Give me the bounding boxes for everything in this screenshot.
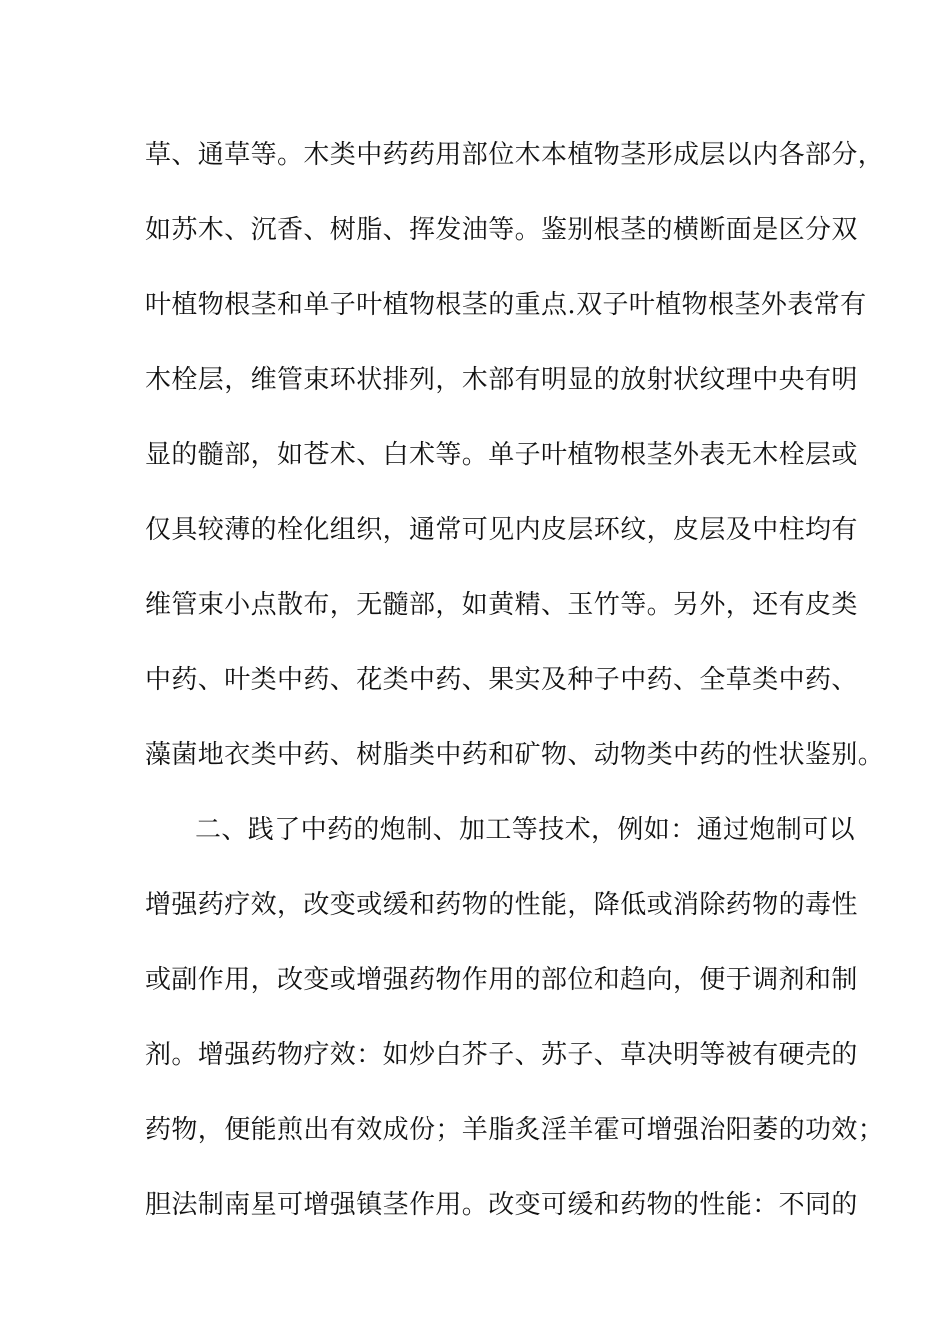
text-line: 叶植物根茎和单子叶植物根茎的重点.双子叶植物根茎外表常有 [145,290,867,320]
text-line: 二、践了中药的炮制、加工等技术，例如：通过炮制可以 [195,815,856,845]
text-line: 维管束小点散布，无髓部，如黄精、玉竹等。另外，还有皮类 [145,590,858,620]
text-line: 仅具较薄的栓化组织，通常可见内皮层环纹，皮层及中柱均有 [145,515,858,545]
paragraph-2 [145,793,885,1243]
text-line: 如苏木、沉香、树脂、挥发油等。鉴别根茎的横断面是区分双 [145,215,858,245]
text-line: 胆法制南星可增强镇茎作用。改变可缓和药物的性能：不同的 [145,1190,858,1220]
text-line: 显的髓部，如苍术、白术等。单子叶植物根茎外表无木栓层或 [145,440,858,470]
text-line: 草、通草等。木类中药药用部位木本植物茎形成层以内各部分， [145,140,885,170]
paragraph-1 [145,118,885,793]
text-line: 或副作用，改变或增强药物作用的部位和趋向，便于调剂和制 [145,965,858,995]
text-line: 木栓层，维管束环状排列，木部有明显的放射状纹理中央有明 [145,365,858,395]
text-line: 中药、叶类中药、花类中药、果实及种子中药、全草类中药、 [145,665,858,695]
text-line: 剂。增强药物疗效：如炒白芥子、苏子、草决明等被有硬壳的 [145,1040,858,1070]
text-line: 藻菌地衣类中药、树脂类中药和矿物、动物类中药的性状鉴别。 [145,740,885,770]
text-line: 药物，便能煎出有效成份；羊脂炙淫羊霍可增强治阳萎的功效； [145,1115,885,1145]
document-body [145,118,885,1243]
text-line: 增强药疗效，改变或缓和药物的性能，降低或消除药物的毒性 [145,890,858,920]
